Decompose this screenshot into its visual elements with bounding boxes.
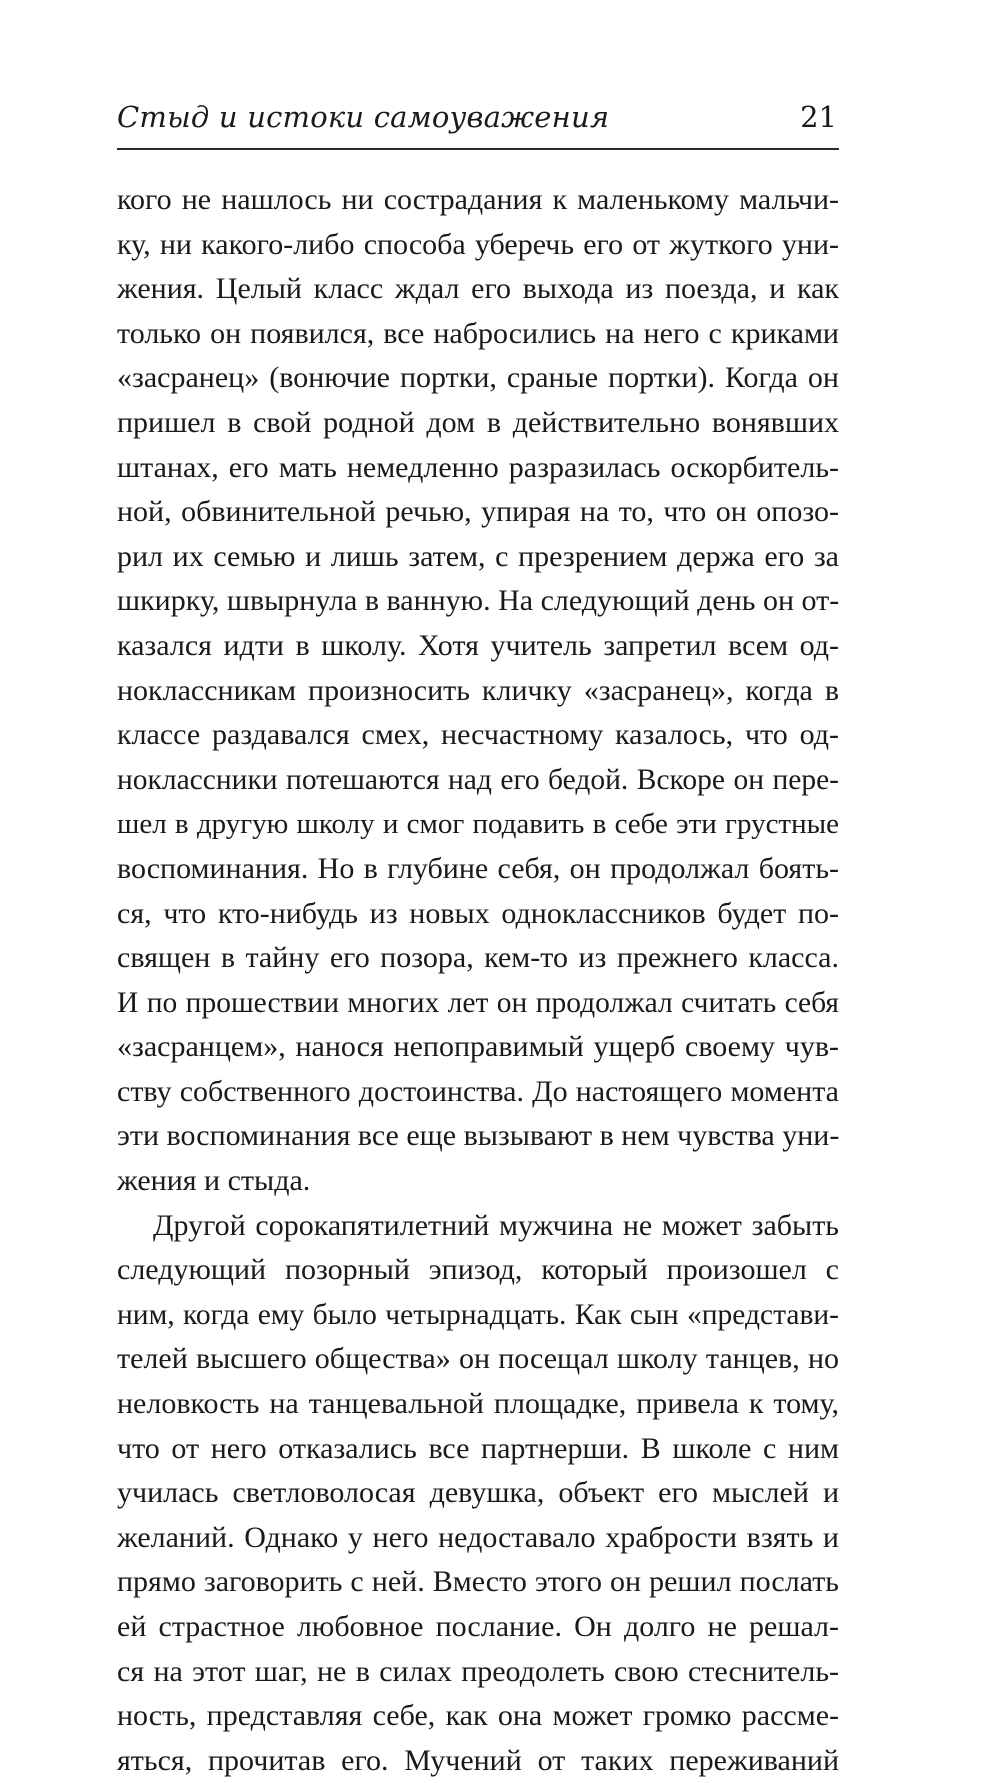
text-line: шел в другую школу и смог подавить в себе эти грустные: [117, 808, 839, 841]
text-line: кого не нашлось ни сострадания к маленькому мальчи-: [117, 183, 839, 216]
text-line: ность, представляя себе, как она может громко рассме-: [117, 1699, 839, 1733]
text-line: воспоминания. Но в глубине себя, он продолжал боять-: [117, 851, 839, 885]
paragraph-end-line: жения и стыда.: [117, 1164, 311, 1198]
running-title: Стыд и истоки самоуважения: [117, 100, 610, 134]
text-line: ей страстное любовное послание. Он долго не решал-: [117, 1610, 839, 1643]
text-line: ству собственного достоинства. До настоящего момента: [117, 1074, 839, 1108]
text-line: телей высшего общества» он посещал школу танцев, но: [117, 1342, 839, 1376]
body-text: [117, 178, 839, 1783]
text-line: «засранец» (вонючие портки, сраные портки). Когда он: [117, 361, 839, 395]
text-line: ся на этот шаг, не в силах преодолеть свою стеснитель-: [117, 1654, 839, 1688]
text-line: классе раздавался смех, несчастному казалось, что од-: [117, 718, 839, 752]
text-line: казался идти в школу. Хотя учитель запретил всем од-: [117, 628, 839, 662]
text-line: священ в тайну его позора, кем-то из прежнего класса.: [117, 941, 839, 975]
text-line: шкирку, швырнула в ванную. На следующий день он от-: [117, 584, 839, 618]
text-line: ним, когда ему было четырнадцать. Как сын «представи-: [117, 1298, 839, 1331]
paragraph-start-line: Другой сорокапятилетний мужчина не может забыть: [153, 1208, 839, 1242]
text-line: штанах, его мать немедленно разразилась оскорбитель-: [117, 450, 839, 484]
text-line: следующий позорный эпизод, который произошел с: [117, 1253, 839, 1287]
text-line: яться, прочитав его. Мучений от таких переживаний: [117, 1743, 839, 1777]
text-line: ноклассникам произносить кличку «засранец», когда в: [117, 673, 839, 707]
text-line: только он появился, все набросились на него с криками: [117, 316, 839, 350]
text-line: ной, обвинительной речью, упирая на то, что он опозо-: [117, 495, 839, 529]
text-line: И по прошествии многих лет он продолжал считать себя: [117, 986, 839, 1019]
text-line: ку, ни какого-либо способа уберечь его от жуткого уни-: [117, 227, 839, 261]
text-line: желаний. Однако у него недоставало храбрости взять и: [117, 1520, 839, 1554]
text-line: училась светловолосая девушка, объект его мыслей и: [117, 1476, 839, 1510]
text-line: «засранцем», нанося непоправимый ущерб своему чув-: [117, 1030, 839, 1064]
page-number: 21: [800, 100, 837, 134]
text-line: что от него отказались все партнерши. В школе с ним: [117, 1431, 839, 1465]
text-line: рил их семью и лишь затем, с презрением держа его за: [117, 539, 839, 573]
text-line: прямо заговорить с ней. Вместо этого он решил послать: [117, 1565, 839, 1599]
text-line: жения. Целый класс ждал его выхода из поезда, и как: [117, 272, 839, 306]
text-line: пришел в свой родной дом в действительно вонявших: [117, 405, 839, 439]
text-line: эти воспоминания все еще вызывают в нем чувства уни-: [117, 1119, 839, 1153]
text-line: ся, что кто-нибудь из новых одноклассников будет по-: [117, 896, 839, 930]
running-header: [117, 96, 839, 150]
text-line: ноклассники потешаются над его бедой. Вскоре он пере-: [117, 763, 839, 796]
text-line: неловкость на танцевальной площадке, привела к тому,: [117, 1387, 839, 1421]
